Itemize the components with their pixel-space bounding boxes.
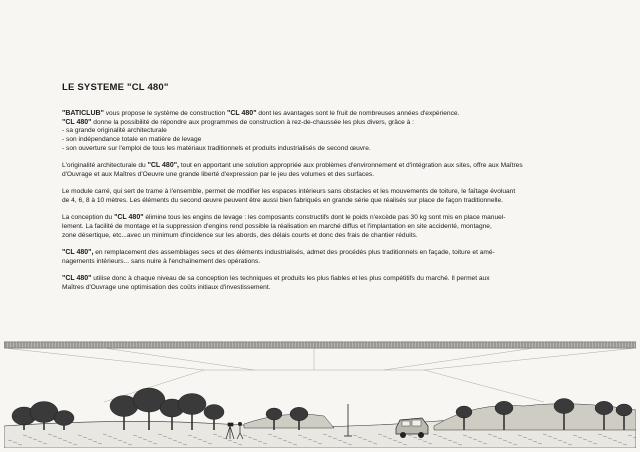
intro-text-2: dont les avantages sont le fruit de nombreuses années d'expérience. bbox=[256, 110, 460, 117]
conclusion-line-1 bbox=[62, 275, 582, 284]
originality-text-1: L'originalité architecturale du bbox=[62, 162, 148, 170]
body-text bbox=[62, 110, 582, 301]
originality-line-1 bbox=[62, 162, 582, 171]
product-name: "CL 480" bbox=[62, 118, 92, 126]
product-name: "CL 480" bbox=[62, 275, 92, 283]
module-line-2: de 4, 6, 8 à 10 mètres. Les éléments du second œuvre peuvent être aussi bien fabriqués en grande série que réalisés sur place de façon traditionnelle. bbox=[62, 197, 503, 204]
paragraph-intro bbox=[62, 110, 582, 154]
list-item: - son indépendance totale en matière de levage bbox=[62, 136, 202, 144]
roof-band bbox=[4, 342, 636, 348]
originality-line-2: d'Ouvrage et aux Maîtres d'Oeuvre une grande liberté d'expression par le jeu des volumes et des surfaces. bbox=[62, 170, 375, 178]
product-name: "CL 480", bbox=[62, 249, 94, 257]
intro-text-1: vous propose le système de construction bbox=[103, 110, 228, 117]
lifting-line-1 bbox=[62, 214, 582, 223]
conclusion-line-2: Maîtres d'Ouvrage une optimisation des coûts initiaux d'investissement. bbox=[62, 283, 271, 291]
assembly-line-1 bbox=[62, 249, 582, 258]
lifting-text-1: La conception du bbox=[62, 214, 115, 222]
intro-line-2 bbox=[62, 119, 582, 128]
paragraph-module bbox=[62, 188, 582, 205]
originality-text-2: tout en apportant une solution appropriée aux problèmes d'environnement et d'intégration aux sites, offre aux Maîtres bbox=[178, 162, 523, 170]
paragraph-conclusion bbox=[62, 275, 582, 292]
lifting-line-2: lement. La facilité de montage et la suppression d'engins rend possible la réalisation en marché diffus et l'implantation en site accidenté, montagne, bbox=[62, 223, 492, 231]
paragraph-assembly bbox=[62, 249, 582, 266]
intro-text-3: donne la possibilité de répondre aux programmes de construction à rez-de-chaussée les plus divers, grâce à : bbox=[91, 118, 415, 126]
page-title: LE SYSTEME "CL 480" bbox=[62, 82, 169, 93]
product-name: "CL 480" bbox=[227, 110, 257, 117]
assembly-text-1: en remplacement des assemblages secs et des éléments industrialisés, admet des procédés plus traditionnels en façade, toiture et amé- bbox=[93, 249, 495, 257]
assembly-line-2: nagements intérieurs... sans nuire à l'enchaînement des opérations. bbox=[62, 257, 261, 265]
product-name: "CL 480" bbox=[114, 214, 144, 222]
conclusion-text-1: utilise donc à chaque niveau de sa conception les techniques et produits les plus fiables et les plus compétitifs du marché. Il permet aux bbox=[91, 275, 490, 283]
paragraph-lifting bbox=[62, 214, 582, 240]
lifting-line-3: zone désertique, etc...avec un minimum d'incidence sur les abords, des délais courts et donc des frais de chantier réduits. bbox=[62, 231, 418, 239]
landscape-illustration bbox=[4, 340, 636, 448]
product-name: "CL 480", bbox=[147, 162, 179, 170]
module-line-1: Le module carré, qui sert de trame à l'ensemble, permet de modifier les espaces intérieurs sans obstacles et les mouvements de toiture, le faîtage évoluant bbox=[62, 188, 516, 196]
lifting-text-2: élimine tous les engins de levage : les composants constructifs dont le poids n'excède pas 30 kg sont mis en place manuel- bbox=[143, 214, 506, 222]
intro-line-1 bbox=[62, 110, 582, 119]
paragraph-originality bbox=[62, 162, 582, 179]
brand-baticlub: "BATICLUB" bbox=[62, 110, 104, 117]
list-item: - sa grande originalité architecturale bbox=[62, 127, 167, 135]
list-item: - son ouverture sur l'emploi de tous les matériaux traditionnels et produits industrialisés de second œuvre. bbox=[62, 144, 371, 152]
sky-rays bbox=[4, 348, 636, 402]
